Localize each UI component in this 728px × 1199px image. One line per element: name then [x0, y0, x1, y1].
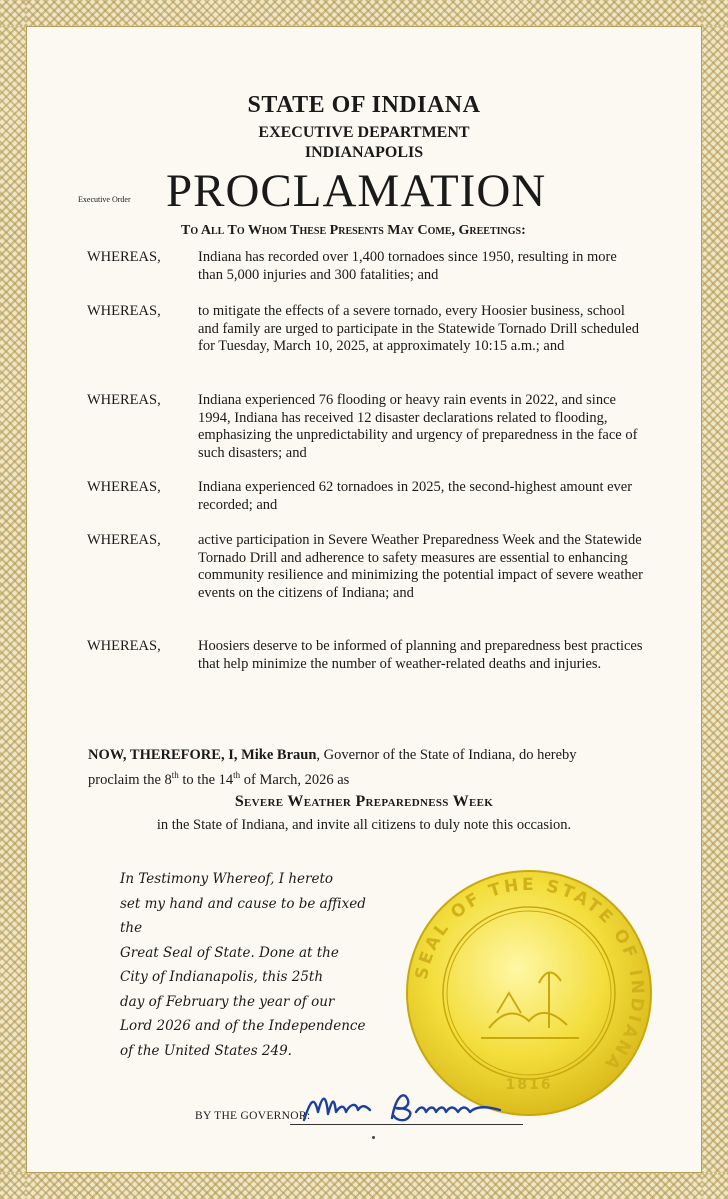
governor-name: Mike Braun: [241, 747, 317, 763]
state-title: STATE OF INDIANA: [247, 92, 481, 118]
testimony-line: of the United States 249.: [120, 1042, 292, 1059]
proclamation-heading: PROCLAMATION: [166, 165, 547, 217]
whereas-label: WHEREAS,: [87, 303, 161, 319]
greeting: To All To Whom These Presents May Come, Greetings:: [181, 223, 526, 238]
whereas-text: Indiana has recorded over 1,400 tornadoes since 1950, resulting in more than 5,000 injuries and 300 fatalities; and: [198, 249, 617, 283]
ordinal-suffix: th: [171, 770, 179, 780]
whereas-label: WHEREAS,: [87, 392, 161, 408]
signature-line: [290, 1124, 523, 1125]
now-line1-rest: , Governor of the State of Indiana, do hereby: [316, 747, 577, 763]
whereas-label: WHEREAS,: [87, 532, 161, 548]
now-line2-b: to the 14: [178, 771, 234, 788]
testimony-block: [120, 867, 390, 1063]
whereas-text: to mitigate the effects of a severe tornado, every Hoosier business, school and family are urged to participate in the Statewide Tornado Drill scheduled for Tuesday, March 10, 2025, at approximately 10:15 a.m.; and: [198, 303, 639, 354]
now-therefore-lead: NOW, THEREFORE, I,: [88, 747, 238, 763]
testimony-line: set my hand and cause to be affixed the: [120, 895, 366, 936]
whereas-text: active participation in Severe Weather Preparedness Week and the Statewide Tornado Drill and adherence to safety measures are essential to enhancing community resilience and minimizing the potential impact of severe weather events on the citizens of Indiana; and: [198, 532, 643, 601]
whereas-text: Hoosiers deserve to be informed of planning and preparedness best practices that help minimize the number of weather-related deaths and injuries.: [198, 638, 643, 672]
whereas-label: WHEREAS,: [87, 479, 161, 495]
by-the-governor-label: BY THE GOVERNOR:: [195, 1110, 311, 1122]
executive-order-label: Executive Order: [78, 195, 131, 204]
whereas-label: WHEREAS,: [87, 638, 161, 654]
testimony-line: Great Seal of State. Done at the: [120, 944, 339, 961]
testimony-line: Lord 2026 and of the Independence: [120, 1018, 366, 1034]
week-title: Severe Weather Preparedness Week: [234, 793, 494, 810]
seal-ring-text: SEAL OF THE STATE OF INDIANA: [411, 874, 648, 1076]
now-line2-c: of March, 2026 as: [240, 771, 350, 788]
ink-dot: [372, 1136, 375, 1139]
whereas-text: Indiana experienced 76 flooding or heavy rain events in 2022, and since 1994, Indiana has received 12 disaster declarations related to flooding, emphasizing the unpredictability and urgency of preparedness in the face of such disasters; and: [198, 392, 638, 461]
governor-signature-icon: [300, 1082, 510, 1128]
whereas-label: WHEREAS,: [87, 249, 161, 265]
testimony-line: City of Indianapolis, this 25th: [120, 969, 324, 985]
now-line2-a: proclaim the 8: [88, 771, 172, 788]
now-therefore-paragraph: [88, 745, 648, 790]
seal-year: 1816: [505, 1077, 553, 1093]
whereas-text: Indiana experienced 62 tornadoes in 2025, the second-highest amount ever recorded; and: [198, 479, 633, 513]
ordinal-suffix: th: [233, 770, 241, 780]
department-title: EXECUTIVE DEPARTMENT: [258, 124, 470, 141]
invite-line: in the State of Indiana, and invite all citizens to duly note this occasion.: [156, 817, 572, 833]
city-title: INDIANAPOLIS: [304, 144, 424, 161]
testimony-line: day of February the year of our: [120, 993, 335, 1010]
testimony-line: In Testimony Whereof, I hereto: [120, 871, 334, 887]
